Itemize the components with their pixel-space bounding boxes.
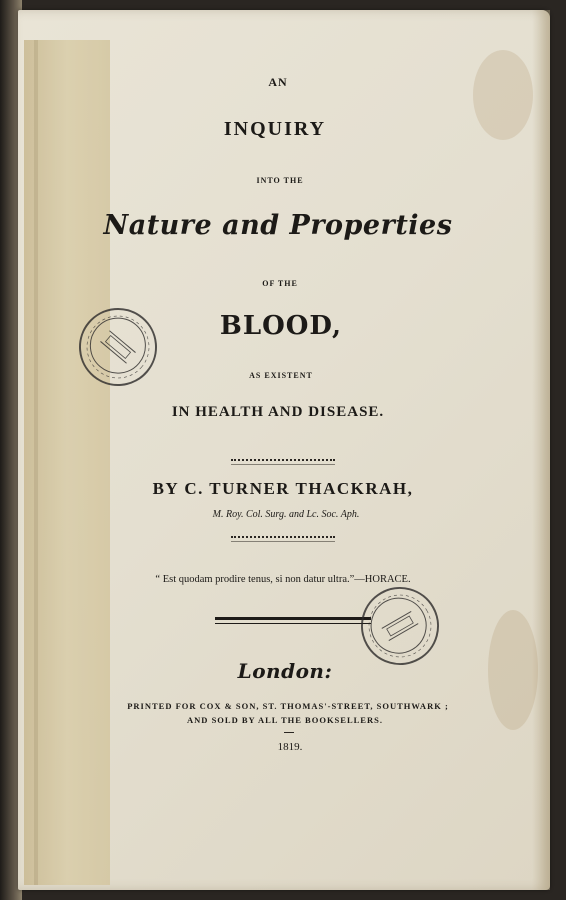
imprint-line-2: AND SOLD BY ALL THE BOOKSELLERS. — [187, 715, 383, 725]
epigraph: “ Est quodam prodire tenus, si non datur ultra.”—HORACE. — [155, 574, 411, 585]
title-inquiry: INQUIRY — [223, 118, 327, 140]
title-of-the: OF THE — [262, 279, 298, 288]
title-as-existent: AS EXISTENT — [249, 371, 313, 380]
publication-year: 1819. — [277, 741, 303, 753]
thick-rule — [215, 617, 371, 624]
place-of-publication: London: — [237, 659, 333, 683]
ornamental-rule — [231, 459, 335, 465]
author-line: BY C. TURNER THACKRAH, — [152, 479, 414, 498]
title-an: AN — [268, 75, 288, 89]
ornamental-rule — [231, 536, 335, 542]
author-credentials: M. Roy. Col. Surg. and Lc. Soc. Aph. — [212, 509, 360, 520]
title-into-the: INTO THE — [256, 176, 304, 185]
short-rule — [284, 732, 294, 733]
imprint-line-1: PRINTED FOR COX & SON, ST. THOMAS'-STREET, SOUTHWARK ; — [127, 701, 449, 711]
title-in-health-and-disease: IN HEALTH AND DISEASE. — [171, 404, 385, 420]
title-blood: BLOOD, — [219, 311, 343, 341]
title-nature-and-properties: Nature and Properties — [103, 210, 453, 241]
